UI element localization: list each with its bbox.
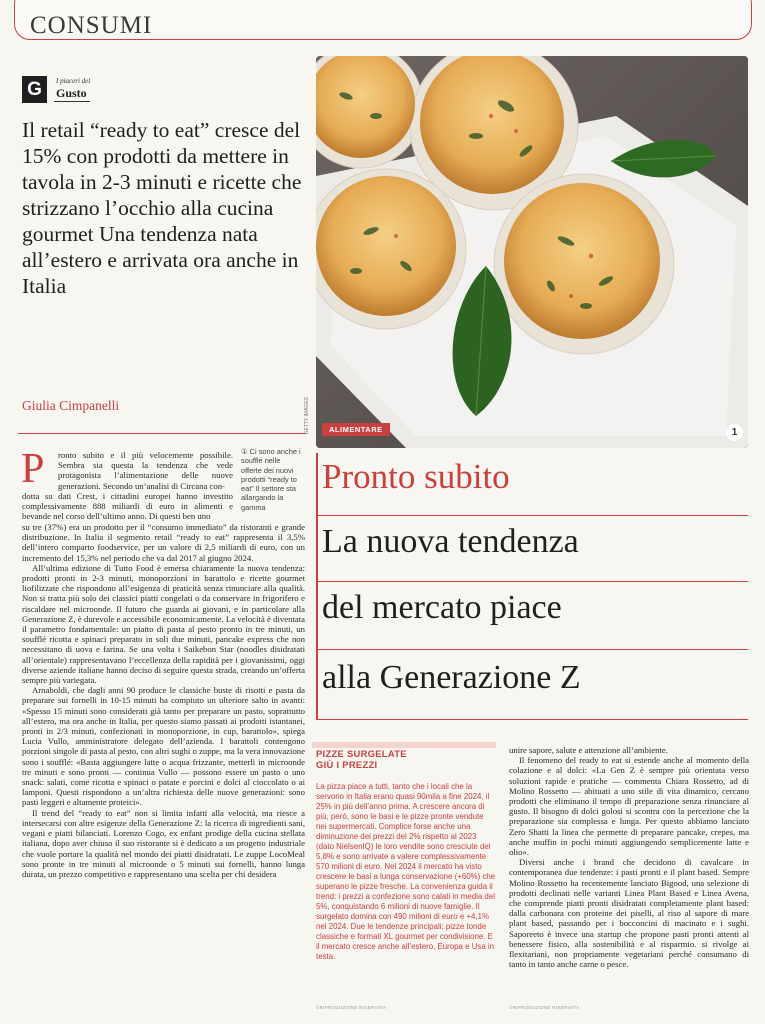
photo-number: 1 xyxy=(726,424,743,441)
section-title: CONSUMI xyxy=(30,12,153,39)
author-byline: Giulia Cimpanelli xyxy=(22,398,120,413)
copyright-note: ©RIPRODUZIONE RISERVATA xyxy=(316,1005,387,1010)
muffins-photo xyxy=(316,56,748,448)
photo-credit: GETTY IMAGES xyxy=(304,397,310,435)
logo-tagline: I piaceri del xyxy=(56,77,91,85)
copyright-note: ©RIPRODUZIONE RISERVATA xyxy=(509,1005,580,1010)
box-title-line-2: GIÙ I PREZZI xyxy=(316,759,378,770)
photo-caption: ① Ci sono anche i soufflé nelle offerte dei nuovi prodotti “ready to eat” Il settore sta allargando la gamma xyxy=(241,447,301,512)
headline-rule xyxy=(318,581,748,582)
article-right-column xyxy=(509,745,749,1015)
byline-divider xyxy=(18,433,306,434)
paragraph-3: Arnaboldi, che dagli anni 90 produce le classiche buste di risotti e pasta da preparare sui fornelli in 10-15 minuti ha compiuto un ulteriore salto in avanti: «Spesso 15 minuti sono considerati già tanto per preparare un pasto, soprattutto all’estero, ma ora anche in Italia, per questo siamo passati ai prodotti istantanei, pronti in 2/3 minuti, confezionati in monoporzione, in cup, barattolo», spiega Lucia Vullo, amministratore delegato dell’azienda. I barattoli contengono porzioni singole di pasta al pesto, con altri sughi o zuppe, ma la vera innovazione sono i soufflé: «Basta aggiungere latte o acqua frizzante, metterli in microonde tre minuti e sono pronti — continua Vullo — possono essere un pasto o uno snack: salati, come ricotta e spinaci o patate e porcini e dolci al cioccolato o ai lamponi. Questi rispondono a un’altra richiesta delle nuove generazioni: sono pasti leggeri e altamente proteici». xyxy=(22,685,305,808)
category-badge: ALIMENTARE xyxy=(322,423,390,436)
paragraph-5: unire sapore, salute e attenzione all’ambiente. xyxy=(509,745,668,755)
headline-line-1: La nuova tendenza xyxy=(322,523,579,560)
logo-divider xyxy=(54,101,90,102)
article-body-column xyxy=(22,522,305,1015)
box-title-line-1: PIZZE SURGELATE xyxy=(316,748,407,759)
paragraph-7: Diversi anche i brand che decidono di cavalcare in contemporanea due tendenze: i pasti pronti e il plant based. Sempre Molino Rossetto ha recentemente lanciato Bigood, una selezione di prodotti declinati nelle varianti Linea Plant Based e Linea Avena, che comprende piatti pronti disidratati completamente plant based: dalla carbonara con proteine dei piselli, al riso al sapore di mare plant based, passando per i bocconcini di macinato e i sughi. Saporeeto è invece una startup che propone pasti pronti attenti al benessere fisico, alla sostenibilità e al risparmio. si rivolge ai flexitariani, non propriamente vegetariani perché consumano di tanto in tanto anche carne o pesce. xyxy=(509,857,749,970)
logo-name: Gusto xyxy=(56,86,87,100)
pizza-box-text: La pizza piace a tutti, tanto che i locali che la servono in Italia erano quasi 90mila a fine 2024, il 25% in più dell’anno prima. A crescere ancora di più, però, sono le basi e le pizze pronte vendute nei supermercati. Complice forse anche una diminuzione dei prezzi del 2% rispetto al 2023 (dato NielsenIQ) le loro vendite sono cresciute del 5,8% e sono arrivate a valere complessivamente 570 milioni di euro. Nel 2024 il mercato ha visto crescere le basi a lunga conservazione (+60%) che superano le pizze fresche. La convenienza guida il trend: i prezzi a confezione sono calati in media del 5%, conquistando 6 milioni di nuove famiglie. Il surgelato domina con 490 milioni di euro e +4,1% nel 2024. Due le tendenze principali: pizze tonde classiche e formati XL gourmet per condivisione. E il mercato cresce anche all’estero, Europa e Usa in testa. xyxy=(316,782,496,961)
paragraph-2: All’ultima edizione di Tutto Food è emersa chiaramente la nuova tendenza: prodotti pronti in 2-3 minuti, monoporzioni in barattolo e ricette gourmet liofilizzate che rispondono all’esigenza di praticità senza rinunciare alla qualità. Non si tratta più solo dei classici piatti congelati o da conservare in frigorifero e riscaldare nel microonde. Il futuro che guarda ai giovani, e in particolare alla Generazione Z, è durevole e accessibile economicamente. La velocità è diventata il parametro fondamentale: un piatto di pasta al pesto pronto in tre minuti, un soufflé ricotta e spinaci preparato in soli due minuti, pancake express che non necessitano di uova e farina. Se una volta i Saikebon Star (noodles disidratati all’orientale) rappresentavano l’eccellenza della rapidità per i giovanissimi, oggi diverse aziende italiane hanno deciso di seguire questa strada, creando un’offerta sempre più variegata. xyxy=(22,562,305,686)
headline-rule xyxy=(318,719,748,720)
article-lead-continued xyxy=(22,491,233,522)
paragraph-6: Il fenomeno del ready to eat si estende anche al momento della colazione e al dolci: «La Gen Z è sempre più orientata verso soluzioni rapide e pratiche — commenta Chiara Rossetto, ad di Molino Rossetto — abituati a uno stile di vita dinamico, cercano prodotti che eliminano il tempo di preparazione senza rinunciare al gusto. Il bisogno di dolci golosi si scontra con la percezione che la preparazione sia complessa e lunga. Per questo abbiamo lanciato Zero Shatti la linea che permette di preparare pancake, crepes, ma anche muffin in pochi minuti aggiungendo semplicemente latte e olio». xyxy=(509,755,749,858)
box-title xyxy=(316,748,407,770)
lead-text-b: dotta su dati Crest, i cittadini europei hanno investito complessivamente 888 miliardi di euro in alimenti e bevande nel corso dell’ultimo anno. Di questi ben uno xyxy=(22,491,233,522)
paragraph-1: su tre (37%) era un prodotto per il “consumo immediato” da ristoranti e grande distribuzione. In Italia il segmento retail “ready to eat” rappresenta il 3,5% dell’intero comparto foodservice, per un valore di 2,5 miliardi di euro, con un incremento del 15,3% nel periodo che va dal 2017 al giugno 2024. xyxy=(22,522,305,563)
drop-cap: P xyxy=(21,446,45,492)
lead-text-a: ronto subito e il più velocemente possibile. Sembra sia questa la tendenza che vede protagonista l’alimentazione delle nuove generazioni. Secondo un’analisi di Circana con- xyxy=(58,450,233,491)
photo-illustration xyxy=(316,56,748,448)
headline-line-3: alla Generazione Z xyxy=(322,659,581,696)
article-lead xyxy=(58,450,233,491)
paragraph-4: Il trend del “ready to eat” non si limita infatti alla velocità, ma riesce a intersecarsi con altre esigenze della Generazione Z: la ricerca di ingredienti sani, vegani e piatti bilanciati. Lorenzo Cogo, ex enfant prodige della cucina stellata italiana, dopo aver chiuso il suo ristorante si è dedicato a un progetto industriale che vuole portare la qualità nel mondo dei piatti disidratati. Le zuppe LocoMeal sono pronte in tre minuti al microonde o 5 minuti sui fornelli, hanno lunga durata, un prezzo competitivo e rappresentano una scelta per chi desidera xyxy=(22,807,305,879)
kicker: Pronto subito xyxy=(322,457,510,496)
headline-line-2: del mercato piace xyxy=(322,589,562,626)
headline-rule xyxy=(318,649,748,650)
article-summary: Il retail “ready to eat” cresce del 15% con prodotti da mettere in tavola in 2-3 minuti e ricette che strizzano l’occhio alla cucina gourmet Una tendenza nata all’estero e arrivata ora anche in Italia xyxy=(22,118,302,298)
headline-divider-vertical xyxy=(316,453,318,720)
gusto-logo-icon: G xyxy=(22,76,47,103)
headline-rule xyxy=(318,515,748,516)
